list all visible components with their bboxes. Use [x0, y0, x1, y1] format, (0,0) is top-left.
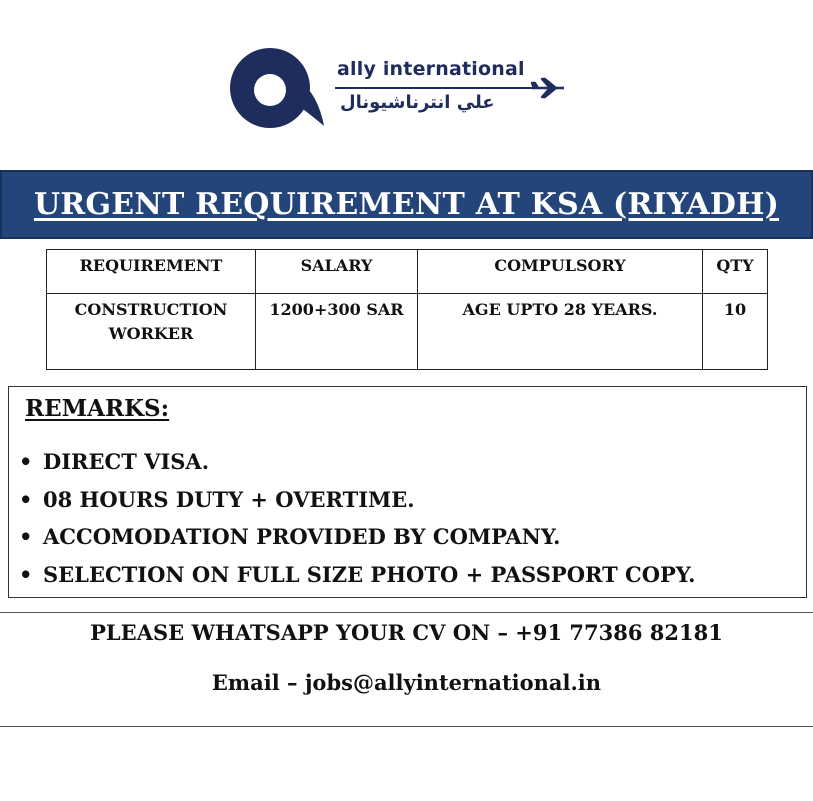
- remark-text: 08 HOURS DUTY + OVERTIME.: [43, 486, 415, 512]
- header-salary: SALARY: [256, 250, 418, 294]
- list-item: [19, 562, 695, 600]
- header-qty: QTY: [703, 250, 768, 294]
- list-item: [19, 487, 695, 525]
- header-requirement: REQUIREMENT: [47, 250, 256, 294]
- remark-text: ACCOMODATION PROVIDED BY COMPANY.: [43, 524, 561, 549]
- remarks-title: REMARKS:: [25, 395, 170, 422]
- bullet-icon: •: [19, 524, 33, 549]
- remarks-list: [19, 449, 695, 599]
- list-item: [19, 524, 695, 562]
- company-logo: [220, 44, 580, 134]
- logo-divider-line: [335, 87, 535, 89]
- title-banner: [0, 170, 813, 239]
- page-title: URGENT REQUIREMENT AT KSA (RIYADH): [33, 187, 780, 222]
- remark-text: SELECTION ON FULL SIZE PHOTO + PASSPORT COPY.: [43, 561, 696, 587]
- cell-qty: 10: [703, 294, 768, 370]
- cell-requirement: CONSTRUCTION WORKER: [47, 294, 256, 370]
- bullet-icon: •: [19, 486, 33, 512]
- email-contact: Email – jobs@allyinternational.in: [211, 670, 602, 695]
- header-compulsory: COMPULSORY: [418, 250, 703, 294]
- logo-text-english: ally international: [337, 58, 525, 80]
- table-row: [47, 294, 768, 370]
- logo-text-arabic: علي انترناشيونال: [340, 92, 495, 113]
- bullet-icon: •: [19, 449, 33, 474]
- requirements-table: [46, 249, 768, 370]
- list-item: [19, 449, 695, 487]
- cell-salary: 1200+300 SAR: [256, 294, 418, 370]
- ally-a-logo-icon: [220, 44, 330, 132]
- cell-compulsory: AGE UPTO 28 YEARS.: [418, 294, 703, 370]
- divider-bottom: [0, 726, 813, 727]
- divider-top: [0, 612, 813, 613]
- remarks-box: [8, 386, 807, 598]
- airplane-icon: [530, 76, 566, 100]
- remark-text: DIRECT VISA.: [43, 449, 210, 474]
- table-header-row: [47, 250, 768, 294]
- whatsapp-contact: PLEASE WHATSAPP YOUR CV ON – +91 77386 82181: [90, 620, 723, 645]
- bullet-icon: •: [19, 561, 33, 587]
